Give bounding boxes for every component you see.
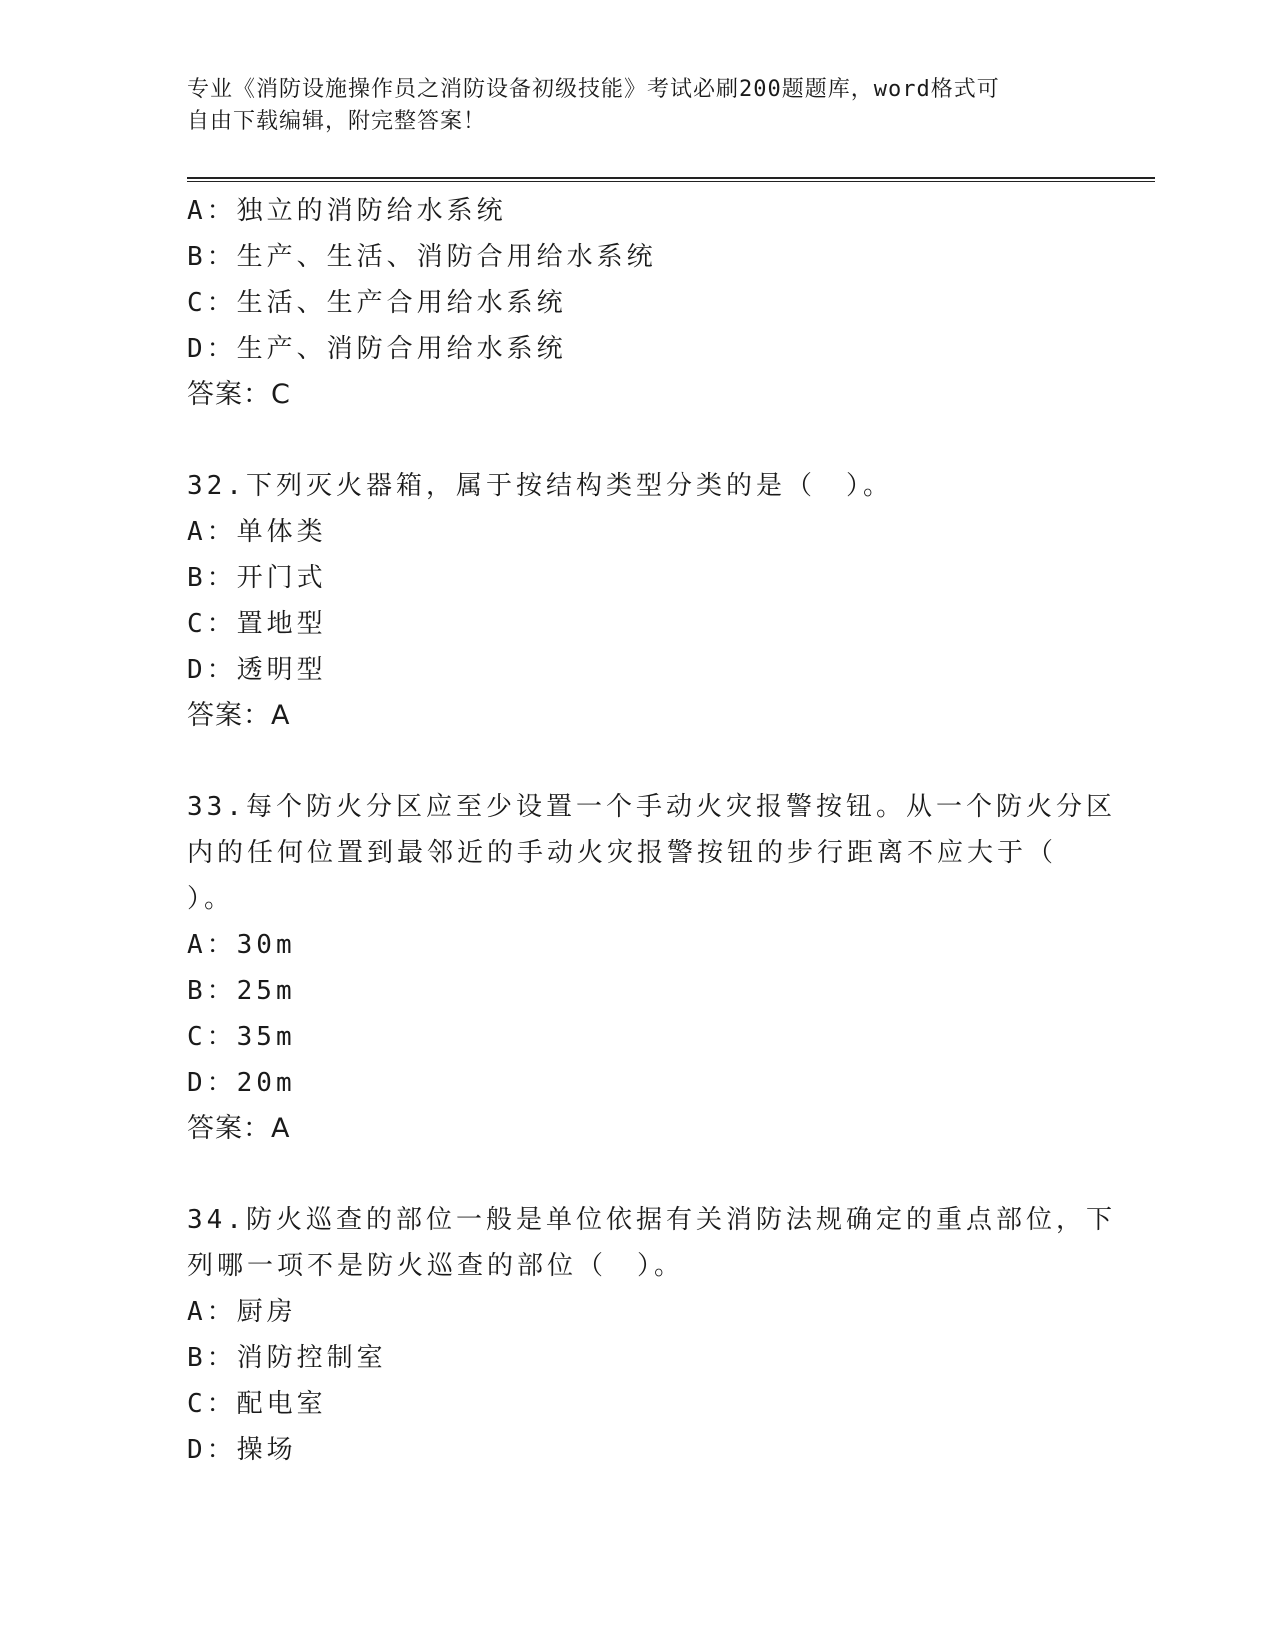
page-header: [187, 74, 1067, 138]
header-line-2: 自由下载编辑，附完整答案！: [187, 109, 487, 134]
question-stem-line-2: 列哪一项不是防火巡查的部位（ ）。: [187, 1251, 685, 1281]
option-c: C：配电室: [187, 1389, 327, 1419]
option-a: A：单体类: [187, 517, 327, 547]
header-line-1: 专业《消防设施操作员之消防设备初级技能》考试必刷200题题库，word格式可: [187, 77, 1000, 102]
question-stem-line-1: 33.每个防火分区应至少设置一个手动火灾报警按钮。从一个防火分区: [187, 792, 1116, 822]
option-d: D：生产、消防合用给水系统: [187, 334, 567, 364]
question-stem: 32.下列灭火器箱，属于按结构类型分类的是（ ）。: [187, 471, 893, 501]
option-b: B：25m: [187, 976, 296, 1006]
option-c: C：生活、生产合用给水系统: [187, 288, 567, 318]
option-a: A：厨房: [187, 1297, 297, 1327]
header-divider: [187, 177, 1155, 182]
option-b: B：生产、生活、消防合用给水系统: [187, 242, 657, 272]
question-stem-line-2: 内的任何位置到最邻近的手动火灾报警按钮的步行距离不应大于（: [187, 838, 1058, 868]
option-b: B：开门式: [187, 563, 327, 593]
question-33: [187, 784, 1116, 1152]
answer: 答案：C: [187, 379, 291, 410]
answer: 答案：A: [187, 1113, 291, 1144]
question-31: [187, 188, 1087, 418]
option-b: B：消防控制室: [187, 1343, 387, 1373]
question-34: [187, 1197, 1116, 1473]
answer: 答案：A: [187, 700, 291, 731]
question-stem-line-3: ）。: [187, 884, 235, 914]
question-content: [187, 188, 1116, 1473]
option-c: C：35m: [187, 1022, 296, 1052]
option-d: D：20m: [187, 1068, 296, 1098]
option-a: A：独立的消防给水系统: [187, 196, 507, 226]
option-c: C：置地型: [187, 609, 327, 639]
option-d: D：透明型: [187, 655, 327, 685]
option-a: A：30m: [187, 930, 296, 960]
question-32: [187, 463, 1087, 739]
option-d: D：操场: [187, 1435, 297, 1465]
question-stem-line-1: 34.防火巡查的部位一般是单位依据有关消防法规确定的重点部位，下: [187, 1205, 1116, 1235]
